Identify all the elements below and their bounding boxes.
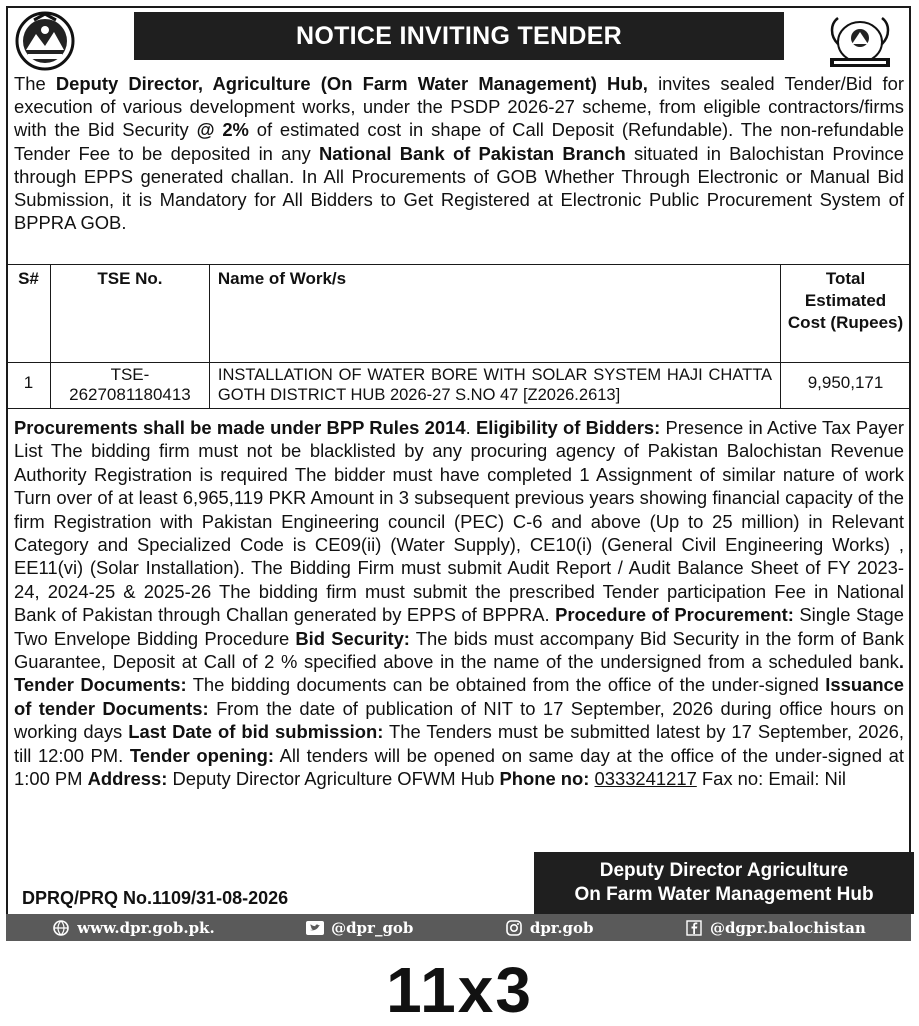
bid-security-rate: @ 2% [196, 119, 249, 141]
rules-heading: Procurements shall be made under BPP Rules 2014 [14, 417, 466, 438]
directorate-emblem-icon [824, 14, 896, 70]
signatory-office: On Farm Water Management Hub [574, 884, 874, 905]
procedure-heading: Procedure of Procurement: [555, 604, 794, 626]
address-heading: Address: [87, 768, 168, 790]
cell-work-name: INSTALLATION OF WATER BORE WITH SOLAR SYSTEM HAJI CHATTA GOTH DISTRICT HUB 2026-27 S.NO 47 [Z2026.2613] [209, 363, 780, 409]
signatory-title: Deputy Director Agriculture [599, 860, 849, 881]
tender-documents-heading: . Tender Documents: [14, 651, 904, 696]
terms-text: The bidding documents can be obtained from the office of the under-signed [186, 674, 826, 696]
tse-number: 2627081180413 [69, 385, 191, 404]
footer-twitter[interactable] [305, 919, 413, 937]
ad-size-label: 11x3 [386, 954, 533, 1026]
terms-text: Fax no: Email: Nil [696, 768, 847, 790]
footer-instagram[interactable] [504, 919, 594, 937]
intro-text: The [14, 73, 56, 94]
issuance-heading: Issuance of tender Documents: [14, 674, 905, 719]
footer-website[interactable] [51, 919, 214, 937]
terms-text: The bids must accompany Bid Security in the form of Bank Guarantee, Deposit at Call of 2 % specified above in the name of the undersigned from a scheduled bank [14, 627, 904, 673]
intro-text: of estimated cost in shape of Call Deposit (Refundable). The non-refundable Tender Fee to be deposited in any [14, 119, 905, 164]
col-header-name: Name of Work/s [209, 265, 780, 363]
website-link[interactable]: www.dpr.gob.pk. [77, 918, 215, 937]
works-table [6, 264, 911, 409]
tender-opening-heading: Tender opening: [129, 744, 274, 766]
bid-security-heading: Bid Security: [295, 627, 410, 649]
terms-text: From the date of publication of NIT to 17 September, 2026 during office hours on working days [14, 697, 904, 743]
signature-block [534, 852, 914, 914]
bank-name: National Bank of Pakistan Branch [318, 142, 626, 164]
phone-number-link[interactable]: 0333241217 [594, 768, 697, 790]
col-header-sn: S# [7, 265, 51, 363]
balochistan-emblem-icon [14, 10, 76, 72]
terms-text: All tenders will be opened on same day at the office of the under-signed at 1:00 PM [14, 744, 904, 790]
footer-facebook[interactable] [684, 919, 866, 937]
twitter-handle[interactable]: @dpr_gob [331, 918, 414, 937]
cell-tse [50, 363, 209, 409]
col-header-cost: Total Estimated Cost (Rupees) [781, 265, 911, 363]
intro-text: invites sealed Tender/Bid for execution of various development works, under the PSDP 2026-27 scheme, from eligible contractors/firms with the Bid Security [14, 73, 905, 141]
terms-text: Single Stage Two Envelope Bidding Procedure [14, 604, 904, 649]
procuring-agency: Deputy Director, Agriculture (On Farm Water Management) Hub, [55, 73, 648, 94]
col-header-tse: TSE No. [50, 265, 209, 363]
globe-icon [51, 920, 71, 936]
notice-title: NOTICE INVITING TENDER [134, 12, 784, 60]
tse-prefix: TSE- [110, 365, 150, 384]
intro-paragraph [14, 72, 904, 234]
terms-text: . [465, 417, 476, 438]
terms-text: The Tenders must be submitted latest by 17 September, 2026, till 12:00 PM. [14, 721, 905, 766]
terms-text: Presence in Active Tax Payer List The bidding firm must not be blacklisted by any procuring agency of Pakistan Balochistan Revenue Authority Registration is required The bidder must have completed 1 Assignment of similar nature of work Turn over of at least 6,965,119 PKR Amount in 3 subsequent previous years showing financial capacity of the firm Registration with Pakistan Engineering council (PEC) C-6 and above (Up to 25 million) in Relevant Category and Specialized Code is CE09(ii) (Water Supply), CE10(i) (General Civil Engineering Works) , EE11(vi) (Solar Installation). The Bidding Firm must submit Audit Report / Audit Balance Sheet of FY 2023-24, 2024-25 & 2025-26 The bidding firm must submit the prescribed Tender participation Fee in National Bank of Pakistan through Challan generated by EPPS of BPPRA. [14, 417, 904, 626]
terms-paragraph [14, 416, 904, 791]
eligibility-heading: Eligibility of Bidders: [475, 417, 661, 438]
twitter-icon [305, 920, 325, 936]
instagram-handle[interactable]: dpr.gob [529, 918, 594, 937]
facebook-handle[interactable]: @dgpr.balochistan [709, 918, 866, 937]
intro-text: situated in Balochistan Province through EPPS generated challan. In All Procurements of GOB Whether Through Electronic or Manual Bid Submission, it is Mandatory for All Bidders to Get Registered at Electronic Public Procurement System of BPPRA GOB. [14, 142, 904, 234]
instagram-icon [504, 920, 524, 936]
last-date-heading: Last Date of bid submission: [128, 721, 384, 743]
phone-heading: Phone no: [499, 768, 590, 790]
reference-number: DPRQ/PRQ No.1109/31-08-2026 [22, 888, 289, 908]
table-row [7, 363, 911, 409]
facebook-icon [684, 920, 704, 936]
cell-sn: 1 [7, 363, 51, 409]
terms-text: Deputy Director Agriculture OFWM Hub [167, 768, 500, 790]
cell-cost: 9,950,171 [781, 363, 911, 409]
footer-bar [6, 914, 911, 941]
